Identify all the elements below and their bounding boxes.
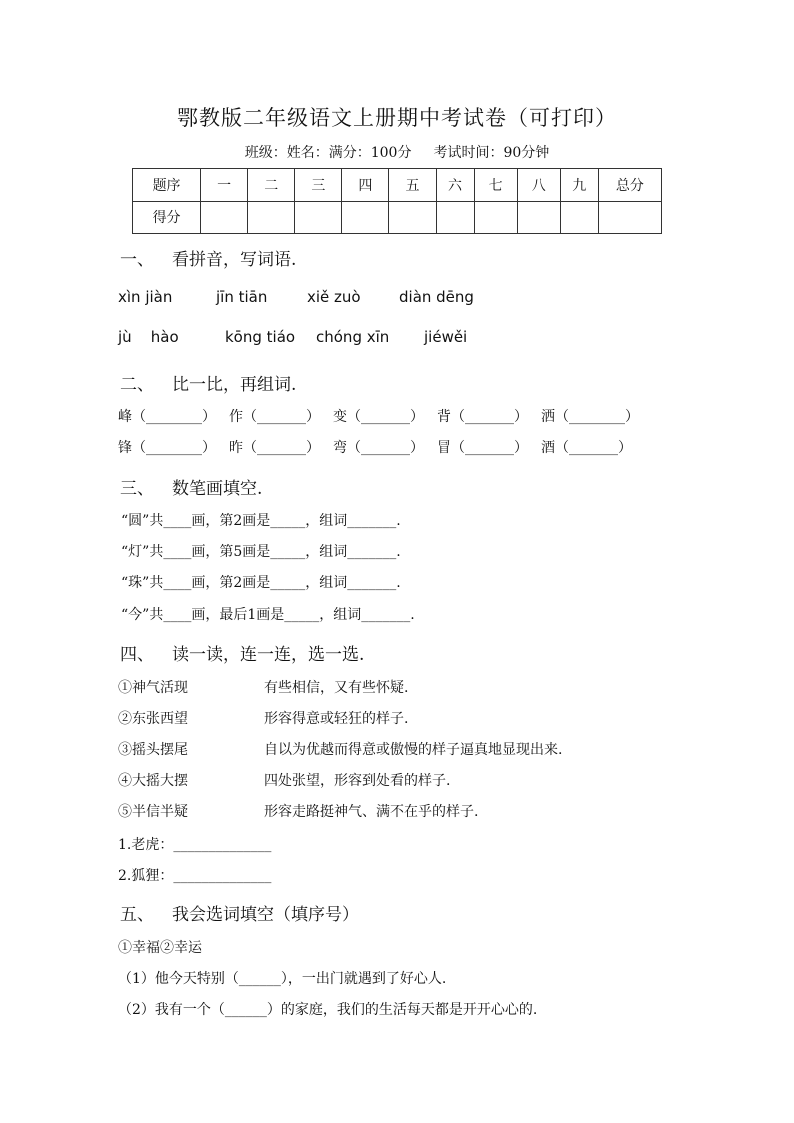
match-right-item[interactable]: 形容得意或轻狂的样子. bbox=[264, 711, 409, 727]
header-cell: 一 bbox=[201, 169, 248, 202]
fill-options: ①幸福②幸运 bbox=[118, 940, 202, 956]
header-cell: 三 bbox=[295, 169, 342, 202]
score-cell[interactable] bbox=[517, 201, 560, 234]
pinyin-item: diàn dēng bbox=[399, 288, 474, 306]
header-cell: 五 bbox=[389, 169, 436, 202]
exam-title: 鄂教版二年级语文上册期中考试卷（可打印） bbox=[177, 106, 617, 130]
header-cell: 总分 bbox=[598, 169, 661, 202]
stroke-question[interactable]: “圆”共____画，第2画是_____，组词_______. bbox=[121, 513, 401, 529]
pinyin-item: jù hào bbox=[118, 328, 179, 346]
match-right-item[interactable]: 形容走路挺神气、满不在乎的样子. bbox=[264, 804, 479, 820]
section-heading: 一、 看拼音，写词语. bbox=[120, 250, 297, 270]
score-cell[interactable] bbox=[389, 201, 436, 234]
pinyin-item: jiéwěi bbox=[424, 328, 468, 346]
header-cell: 七 bbox=[474, 169, 517, 202]
match-left-item[interactable]: ②东张西望 bbox=[118, 711, 188, 727]
score-cell[interactable] bbox=[248, 201, 295, 234]
compare-item[interactable]: 变（_______） bbox=[333, 409, 424, 425]
header-cell: 八 bbox=[517, 169, 560, 202]
compare-item[interactable]: 冒（_______） bbox=[437, 440, 528, 456]
pinyin-item: jīn tiān bbox=[216, 288, 268, 306]
match-left-item[interactable]: ⑤半信半疑 bbox=[118, 804, 188, 820]
match-left-item[interactable]: ③摇头摆尾 bbox=[118, 742, 188, 758]
match-right-item[interactable]: 有些相信，又有些怀疑. bbox=[264, 680, 409, 696]
score-cell[interactable] bbox=[436, 201, 474, 234]
header-cell: 题序 bbox=[133, 169, 201, 202]
match-right-item[interactable]: 自以为优越而得意或傲慢的样子逼真地显现出来. bbox=[264, 742, 563, 758]
section-heading: 二、 比一比，再组词. bbox=[120, 375, 297, 395]
section-heading: 五、 我会选词填空（填序号） bbox=[120, 905, 359, 925]
match-question[interactable]: 2.狐狸：______________ bbox=[118, 868, 272, 884]
compare-item[interactable]: 峰（________） bbox=[118, 409, 216, 425]
score-header-row bbox=[133, 169, 662, 202]
header-cell: 二 bbox=[248, 169, 295, 202]
header-cell: 六 bbox=[436, 169, 474, 202]
section-heading: 四、 读一读，连一连，选一选. bbox=[120, 645, 365, 665]
match-left-item[interactable]: ④大摇大摆 bbox=[118, 773, 188, 789]
score-cell[interactable] bbox=[474, 201, 517, 234]
compare-item[interactable]: 锋（________） bbox=[118, 440, 216, 456]
row-label: 得分 bbox=[133, 201, 201, 234]
stroke-question[interactable]: “灯”共____画，第5画是_____，组词_______. bbox=[121, 544, 401, 560]
pinyin-item: chóng xīn bbox=[316, 328, 390, 346]
stroke-question[interactable]: “珠”共____画，第2画是_____，组词_______. bbox=[121, 575, 401, 591]
pinyin-item: xiě zuò bbox=[307, 288, 361, 306]
match-right-item[interactable]: 四处张望，形容到处看的样子. bbox=[264, 773, 451, 789]
stroke-question[interactable]: “今”共____画，最后1画是_____，组词_______. bbox=[121, 607, 415, 623]
fill-question[interactable]: （2）我有一个（______）的家庭，我们的生活每天都是开开心心的. bbox=[118, 1002, 538, 1018]
pinyin-item: xìn jiàn bbox=[118, 288, 173, 306]
score-cell[interactable] bbox=[598, 201, 661, 234]
match-left-item[interactable]: ①神气活现 bbox=[118, 680, 188, 696]
header-cell: 四 bbox=[342, 169, 389, 202]
score-cell[interactable] bbox=[560, 201, 598, 234]
compare-item[interactable]: 洒（________） bbox=[541, 409, 639, 425]
score-cell[interactable] bbox=[201, 201, 248, 234]
score-cell[interactable] bbox=[342, 201, 389, 234]
compare-item[interactable]: 弯（_______） bbox=[333, 440, 424, 456]
score-cell[interactable] bbox=[295, 201, 342, 234]
score-value-row bbox=[133, 201, 662, 234]
match-question[interactable]: 1.老虎：______________ bbox=[118, 837, 272, 853]
pinyin-item: kōng tiáo bbox=[225, 328, 296, 346]
header-cell: 九 bbox=[560, 169, 598, 202]
fill-question[interactable]: （1）他今天特别（______），一出门就遇到了好心人. bbox=[118, 971, 447, 987]
section-heading: 三、 数笔画填空. bbox=[120, 479, 263, 499]
score-table bbox=[132, 168, 662, 234]
exam-time: 考试时间：90分钟 bbox=[433, 145, 550, 161]
compare-item[interactable]: 昨（_______） bbox=[229, 440, 320, 456]
compare-item[interactable]: 背（_______） bbox=[437, 409, 528, 425]
class-info: 班级：姓名：满分：100分 bbox=[244, 145, 412, 161]
compare-item[interactable]: 作（_______） bbox=[229, 409, 320, 425]
compare-item[interactable]: 酒（_______） bbox=[541, 440, 632, 456]
exam-subtitle bbox=[0, 142, 794, 162]
